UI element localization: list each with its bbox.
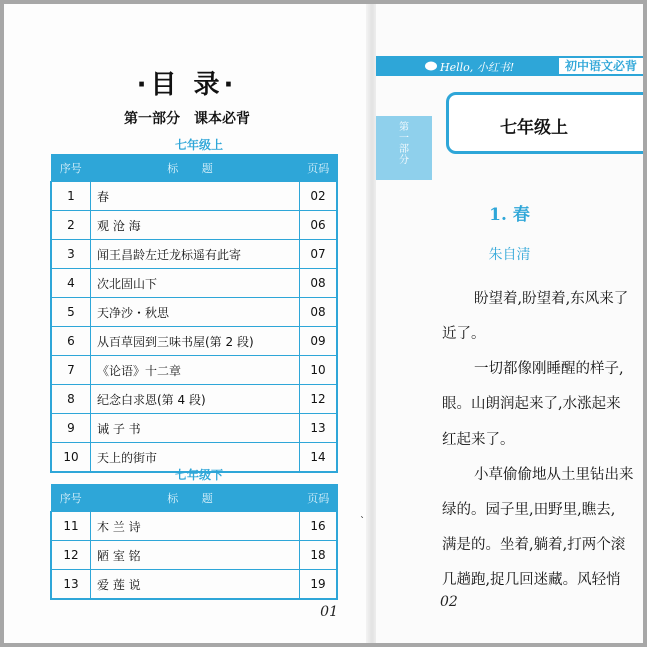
grade-label-upper: 七年级上 — [174, 138, 223, 152]
row-number: 3 — [51, 240, 91, 269]
header-book-title: 初中语文必背 — [559, 58, 643, 74]
stray-mark: ` — [360, 516, 365, 527]
col-page-header: 页码 — [300, 485, 338, 512]
row-page: 14 — [300, 443, 338, 473]
col-title-header: 标 题 — [91, 485, 300, 512]
row-number: 13 — [51, 570, 91, 600]
row-title: 木 兰 诗 — [91, 512, 300, 541]
row-number: 9 — [51, 414, 91, 443]
row-title: 爱 莲 说 — [91, 570, 300, 600]
row-title: 观 沧 海 — [91, 211, 300, 240]
body-line: 满是的。坐着,躺着,打两个滚 — [442, 537, 626, 553]
row-title: 闻王昌龄左迁龙标遥有此寄 — [91, 240, 300, 269]
toc-title: ·目 录· — [136, 70, 238, 100]
row-number: 8 — [51, 385, 91, 414]
header-brand: Hello, 小红书! — [440, 61, 515, 74]
col-num-header: 序号 — [51, 155, 91, 182]
part-tab-char: 第 — [399, 122, 409, 133]
body-line: 红起来了。 — [442, 432, 515, 448]
row-title: 从百草园到三味书屋(第 2 段) — [91, 327, 300, 356]
left-page — [4, 4, 370, 643]
row-page: 06 — [300, 211, 338, 240]
row-page: 12 — [300, 385, 338, 414]
table-row — [51, 269, 337, 298]
table-row — [51, 414, 337, 443]
body-line: 绿的。园子里,田野里,瞧去, — [442, 502, 616, 518]
row-number: 12 — [51, 541, 91, 570]
row-title: 春 — [91, 182, 300, 211]
grade-label-lower: 七年级下 — [174, 468, 223, 482]
table-row — [51, 385, 337, 414]
col-page-header: 页码 — [300, 155, 338, 182]
part-tab-char: 部 — [399, 144, 409, 155]
row-page: 13 — [300, 414, 338, 443]
row-page: 07 — [300, 240, 338, 269]
row-page: 18 — [300, 541, 338, 570]
row-page: 19 — [300, 570, 338, 600]
row-number: 1 — [51, 182, 91, 211]
table-row — [51, 512, 337, 541]
row-number: 7 — [51, 356, 91, 385]
author: 朱自清 — [488, 247, 531, 263]
row-number: 5 — [51, 298, 91, 327]
page-number-right: 02 — [440, 594, 458, 610]
row-number: 4 — [51, 269, 91, 298]
table-row — [51, 298, 337, 327]
row-page: 08 — [300, 269, 338, 298]
row-title: 天净沙・秋思 — [91, 298, 300, 327]
grade-box-label: 七年级上 — [500, 118, 568, 138]
toc-table-lower — [50, 484, 338, 600]
row-page: 10 — [300, 356, 338, 385]
table-row — [51, 211, 337, 240]
grade-box — [446, 92, 643, 154]
table-row — [51, 182, 337, 211]
toc-table-upper — [50, 154, 338, 473]
part-tab-char: 一 — [399, 133, 409, 144]
table-row — [51, 240, 337, 269]
col-title-header: 标 题 — [91, 155, 300, 182]
table-row — [51, 570, 337, 600]
col-num-header: 序号 — [51, 485, 91, 512]
table-row — [51, 356, 337, 385]
row-title: 纪念白求恩(第 4 段) — [91, 385, 300, 414]
row-title: 次北固山下 — [91, 269, 300, 298]
row-number: 11 — [51, 512, 91, 541]
book-spread — [4, 4, 643, 643]
row-title: 诫 子 书 — [91, 414, 300, 443]
row-title: 《论语》十二章 — [91, 356, 300, 385]
row-number: 10 — [51, 443, 91, 473]
part-title: 第一部分 课本必背 — [124, 111, 250, 127]
part-tab — [376, 116, 432, 180]
table-header — [51, 155, 337, 182]
part-tab-char: 分 — [399, 155, 409, 166]
page-number-left: 01 — [320, 604, 338, 620]
chat-bubble-icon — [424, 60, 438, 72]
row-page: 02 — [300, 182, 338, 211]
lesson-title: 1. 春 — [489, 205, 530, 225]
right-page — [376, 4, 643, 643]
body-line: 一切都像刚睡醒的样子, — [474, 361, 624, 377]
row-number: 2 — [51, 211, 91, 240]
table-row — [51, 327, 337, 356]
body-line: 小草偷偷地从土里钻出来 — [474, 467, 634, 483]
row-title: 天上的街市 — [91, 443, 300, 473]
body-line: 几趟跑,捉几回迷藏。风轻悄 — [442, 572, 621, 588]
body-line: 近了。 — [442, 326, 486, 342]
table-header — [51, 485, 337, 512]
row-title: 陋 室 铭 — [91, 541, 300, 570]
body-line: 盼望着,盼望着,东风来了 — [474, 291, 629, 307]
row-page: 16 — [300, 512, 338, 541]
row-number: 6 — [51, 327, 91, 356]
row-page: 09 — [300, 327, 338, 356]
row-page: 08 — [300, 298, 338, 327]
body-line: 眼。山朗润起来了,水涨起来 — [442, 396, 621, 412]
table-row — [51, 541, 337, 570]
